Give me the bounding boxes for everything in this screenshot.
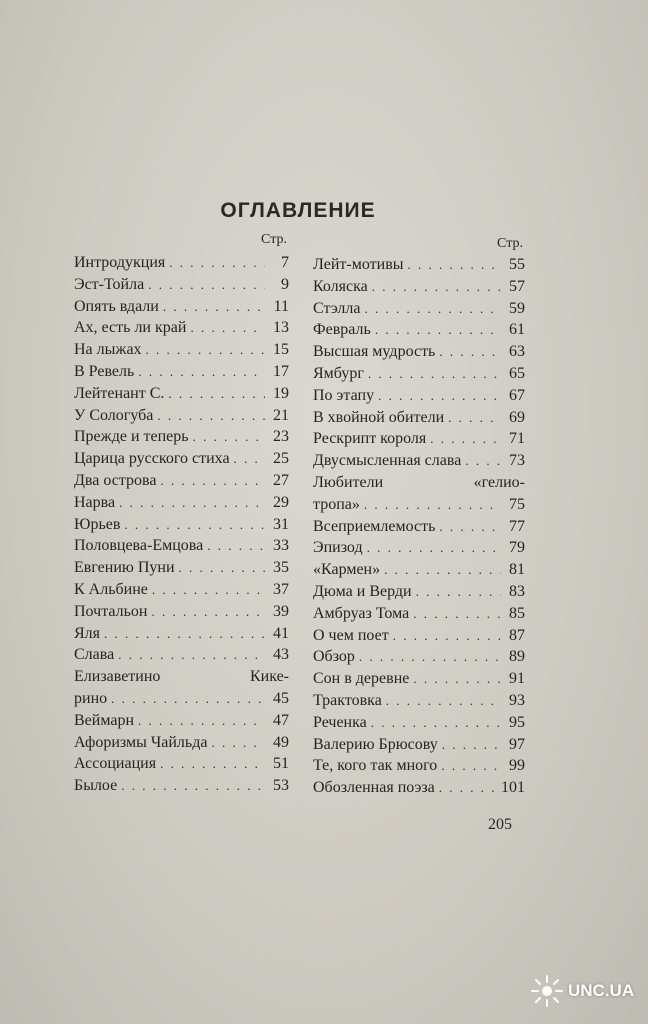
toc-entry-page: 13 xyxy=(273,319,289,337)
toc-entry-page: 57 xyxy=(509,277,525,295)
toc-entry xyxy=(74,690,289,712)
dot-leader xyxy=(138,364,265,380)
toc-entry-page: 91 xyxy=(509,670,525,688)
toc-entry-page: 41 xyxy=(273,624,289,642)
toc-entry-page: 95 xyxy=(509,713,525,731)
dot-leader xyxy=(413,606,501,622)
toc-entry-page: 45 xyxy=(273,689,289,707)
toc-entry-page: 39 xyxy=(273,602,289,620)
dot-leader xyxy=(168,386,265,402)
dot-leader xyxy=(104,626,265,642)
toc-list-right xyxy=(313,256,525,801)
toc-entry xyxy=(74,734,289,756)
toc-entry xyxy=(74,428,289,450)
toc-entry-page: 43 xyxy=(273,646,289,664)
dot-leader xyxy=(211,735,265,751)
toc-entry xyxy=(74,341,289,363)
toc-entry-title: Всеприемлемость xyxy=(313,517,436,535)
toc-list-left xyxy=(74,254,289,799)
toc-entry-title: Дюма и Верди xyxy=(313,582,412,600)
toc-entry-page: 97 xyxy=(509,735,525,753)
toc-entry xyxy=(74,537,289,559)
dot-leader xyxy=(430,431,501,447)
toc-entry xyxy=(313,430,525,452)
toc-entry-title: Валерию Брюсову xyxy=(313,735,438,753)
toc-entry-page: 77 xyxy=(509,517,525,535)
dot-leader xyxy=(169,255,265,271)
toc-entry-title: Половцева-Емцова xyxy=(74,537,204,555)
dot-leader xyxy=(367,540,501,556)
toc-entry-page: 29 xyxy=(273,493,289,511)
dot-leader xyxy=(190,320,265,336)
toc-entry-title: Рескрипт короля xyxy=(313,430,427,448)
toc-entry-title: Елизаветино Кике- xyxy=(74,668,289,686)
toc-entry-title: Трактовка xyxy=(313,691,382,709)
toc-entry-page: 89 xyxy=(509,648,525,666)
toc-entry-page: 75 xyxy=(509,495,525,513)
toc-entry xyxy=(313,561,525,583)
dot-leader xyxy=(234,451,265,467)
dot-leader xyxy=(179,560,265,576)
toc-entry-page: 35 xyxy=(273,559,289,577)
toc-entry xyxy=(74,625,289,647)
toc-entry xyxy=(74,363,289,385)
toc-entry-title: Евгению Пуни xyxy=(74,559,175,577)
toc-entry-page: 19 xyxy=(273,384,289,402)
toc-entry-page: 93 xyxy=(509,691,525,709)
toc-entry-title: Обзор xyxy=(313,648,355,666)
toc-entry-title: По этапу xyxy=(313,386,375,404)
page-column-label: Стр. xyxy=(261,232,287,247)
toc-entry xyxy=(313,539,525,561)
toc-entry-title: Юрьев xyxy=(74,515,121,533)
toc-entry-page: 9 xyxy=(281,275,289,293)
toc-entry-title: Опять вдали xyxy=(74,297,159,315)
toc-entry-page: 81 xyxy=(509,561,525,579)
dot-leader xyxy=(160,756,265,772)
toc-entry-page: 23 xyxy=(273,428,289,446)
toc-entry-title: Коляска xyxy=(313,277,368,295)
toc-entry-title: Ассоциация xyxy=(74,755,157,773)
toc-entry-title: Почтальон xyxy=(74,602,148,620)
dot-leader xyxy=(439,519,501,535)
toc-entry-page: 31 xyxy=(273,515,289,533)
toc-entry-title: На лыжах xyxy=(74,341,142,359)
toc-entry-page: 37 xyxy=(273,580,289,598)
dot-leader xyxy=(146,342,265,358)
toc-entry-page: 33 xyxy=(273,537,289,555)
toc-entry xyxy=(74,603,289,625)
toc-entry xyxy=(74,319,289,341)
toc-entry-page: 49 xyxy=(273,733,289,751)
toc-entry-page: 47 xyxy=(273,711,289,729)
toc-entry xyxy=(313,757,525,779)
toc-entry-title: Амбруаз Тома xyxy=(313,604,410,622)
toc-entry-title: Эпизод xyxy=(313,539,363,557)
toc-entry-title: Интродукция xyxy=(74,254,166,271)
toc-entry-title: рино xyxy=(74,689,108,707)
toc-entry xyxy=(313,736,525,758)
toc-entry xyxy=(74,254,289,276)
toc-entry-title: Нарва xyxy=(74,493,116,511)
toc-entry-title: К Альбине xyxy=(74,580,148,598)
toc-entry-page: 27 xyxy=(273,471,289,489)
toc-entry xyxy=(313,365,525,387)
dot-leader xyxy=(151,604,265,620)
toc-entry-page: 7 xyxy=(281,254,289,271)
toc-entry xyxy=(74,472,289,494)
dot-leader xyxy=(441,758,501,774)
toc-entry xyxy=(74,646,289,668)
toc-entry-page: 59 xyxy=(509,299,525,317)
page-column-label: Стр. xyxy=(497,236,523,251)
toc-entry-page: 51 xyxy=(273,755,289,773)
toc-entry-page: 87 xyxy=(509,626,525,644)
dot-leader xyxy=(157,408,265,424)
toc-entry-title: Обозленная поэза xyxy=(313,779,435,797)
dot-leader xyxy=(111,691,265,707)
toc-entry xyxy=(313,714,525,736)
dot-leader xyxy=(121,778,265,794)
dot-leader xyxy=(119,495,265,511)
toc-entry xyxy=(313,409,525,431)
dot-leader xyxy=(372,279,501,295)
toc-entry-title: Лейт-мотивы xyxy=(313,256,404,273)
toc-entry-title: Яля xyxy=(74,624,101,642)
toc-entry-page: 11 xyxy=(273,297,289,315)
toc-entry-page: 63 xyxy=(509,343,525,361)
toc-entry xyxy=(313,518,525,540)
toc-entry-title: Слава xyxy=(74,646,115,664)
toc-entry-title: Веймарн xyxy=(74,711,135,729)
toc-entry-title: Двусмысленная слава xyxy=(313,452,462,470)
dot-leader xyxy=(207,538,265,554)
toc-entry xyxy=(313,300,525,322)
dot-leader xyxy=(163,299,265,315)
toc-column-left xyxy=(74,232,289,799)
dot-leader xyxy=(413,671,501,687)
toc-entry-title: Высшая мудрость xyxy=(313,343,436,361)
toc-entry xyxy=(74,494,289,516)
toc-column-right xyxy=(313,232,525,801)
toc-entry xyxy=(74,516,289,538)
toc-entry xyxy=(74,559,289,581)
toc-entry-title: О чем поет xyxy=(313,626,389,644)
toc-entry xyxy=(313,648,525,670)
toc-entry xyxy=(74,581,289,603)
toc-entry-title: тропа» xyxy=(313,495,360,513)
dot-leader xyxy=(161,473,266,489)
dot-leader xyxy=(365,301,502,317)
toc-entry-title: Два острова xyxy=(74,471,157,489)
toc-entry xyxy=(74,668,289,690)
dot-leader xyxy=(384,562,501,578)
dot-leader xyxy=(448,410,501,426)
toc-entry-page: 21 xyxy=(273,406,289,424)
toc-entry xyxy=(313,387,525,409)
toc-entry-page: 85 xyxy=(509,604,525,622)
dot-leader xyxy=(368,366,501,382)
toc-entry-page: 15 xyxy=(273,341,289,359)
toc-entry-title: Эст-Тойла xyxy=(74,275,145,293)
page-number: 205 xyxy=(488,816,512,833)
dot-leader xyxy=(124,517,265,533)
toc-entry-title: Афоризмы Чайльда xyxy=(74,733,208,751)
sun-logo-icon xyxy=(530,974,564,1008)
dot-leader xyxy=(193,429,265,445)
watermark-text: UNC.UA xyxy=(568,981,635,1000)
toc-entry-title: Лейтенант С. xyxy=(74,384,165,402)
toc-entry-page: 17 xyxy=(273,362,289,380)
dot-leader xyxy=(148,277,265,293)
toc-entry xyxy=(74,450,289,472)
dot-leader xyxy=(371,715,501,731)
toc-entry xyxy=(313,779,525,801)
toc-entry-title: Прежде и теперь xyxy=(74,428,189,446)
toc-entry-page: 73 xyxy=(509,452,525,470)
toc-entry xyxy=(313,278,525,300)
dot-leader xyxy=(393,628,501,644)
toc-entry xyxy=(313,583,525,605)
toc-entry-page: 101 xyxy=(501,779,525,797)
toc-entry-title: Царица русского стиха xyxy=(74,450,230,468)
toc-entry-title: Те, кого так много xyxy=(313,757,438,775)
toc-entry xyxy=(313,343,525,365)
toc-entry-page: 61 xyxy=(509,321,525,339)
dot-leader xyxy=(118,647,265,663)
toc-entry-page: 71 xyxy=(509,430,525,448)
toc-entry xyxy=(313,452,525,474)
toc-entry xyxy=(313,321,525,343)
page-title: ОГЛАВЛЕНИЕ xyxy=(220,199,376,222)
toc-entry xyxy=(313,256,525,278)
toc-entry-title: Ямбург xyxy=(313,364,364,382)
dot-leader xyxy=(364,497,501,513)
toc-entry-title: У Сологуба xyxy=(74,406,154,424)
dot-leader xyxy=(439,780,497,796)
toc-entry-title: Былое xyxy=(74,777,118,795)
toc-entry xyxy=(74,276,289,298)
toc-entry xyxy=(74,298,289,320)
toc-entry xyxy=(313,692,525,714)
dot-leader xyxy=(439,344,501,360)
toc-entry-title: Стэлла xyxy=(313,299,361,317)
toc-entry xyxy=(74,385,289,407)
toc-entry xyxy=(313,474,525,496)
toc-entry-page: 53 xyxy=(273,777,289,795)
toc-entry xyxy=(74,712,289,734)
toc-entry xyxy=(313,605,525,627)
dot-leader xyxy=(465,453,501,469)
toc-entry-page: 79 xyxy=(509,539,525,557)
toc-entry xyxy=(313,496,525,518)
dot-leader xyxy=(375,322,501,338)
toc-entry-page: 83 xyxy=(509,582,525,600)
dot-leader xyxy=(416,584,501,600)
toc-entry-title: Февраль xyxy=(313,321,371,339)
toc-entry-title: В Ревель xyxy=(74,362,135,380)
toc-entry-title: Сон в деревне xyxy=(313,670,410,688)
dot-leader xyxy=(378,388,501,404)
toc-entry-title: Реченка xyxy=(313,713,367,731)
toc-entry-page: 55 xyxy=(509,256,525,273)
toc-entry-page: 25 xyxy=(273,450,289,468)
toc-entry xyxy=(313,627,525,649)
toc-entry-page: 67 xyxy=(509,386,525,404)
toc-entry xyxy=(74,755,289,777)
toc-entry-title: Ах, есть ли край xyxy=(74,319,187,337)
dot-leader xyxy=(386,693,501,709)
dot-leader xyxy=(359,649,501,665)
toc-entry-page: 99 xyxy=(509,757,525,775)
dot-leader xyxy=(138,713,265,729)
toc-entry xyxy=(313,670,525,692)
toc-entry-page: 69 xyxy=(509,408,525,426)
toc-entry-page: 65 xyxy=(509,364,525,382)
toc-entry-title: Любители «гелио- xyxy=(313,473,525,491)
watermark xyxy=(530,968,640,1014)
toc-entry xyxy=(74,777,289,799)
toc-entry-title: В хвойной обители xyxy=(313,408,445,426)
dot-leader xyxy=(408,257,502,273)
dot-leader xyxy=(442,737,501,753)
toc-entry xyxy=(74,407,289,429)
dot-leader xyxy=(152,582,265,598)
toc-entry-title: «Кармен» xyxy=(313,561,381,579)
